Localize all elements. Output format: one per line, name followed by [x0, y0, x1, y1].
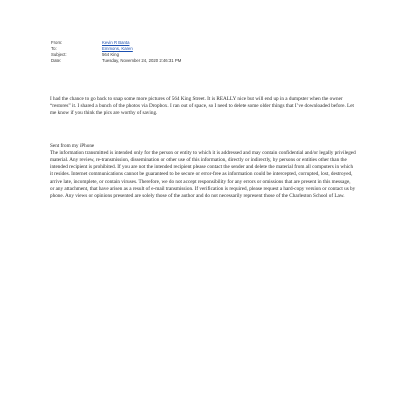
- email-header: [51, 40, 181, 64]
- date-value: Tuesday, November 24, 2020 2:46:31 PM: [102, 58, 182, 64]
- to-label: To:: [51, 46, 57, 52]
- message-text: I had the chance to go back to snap some more pictures of 564 King Street. It is REALLY nice but will end up in a dumpster when the owner “restores” it. I shared a bunch of the photos via Dropbox. I ran out of space, so I need to delete some older things that I’ve downloaded before. Let me know if you think the pics are worthy of saving.: [50, 96, 354, 117]
- subject-label: Subject:: [51, 52, 67, 58]
- date-row: [51, 58, 181, 64]
- signature-text: Sent from my iPhone: [50, 143, 95, 149]
- to-recipient-link[interactable]: Emmons, Karen: [102, 46, 133, 52]
- disclaimer-text: The information transmitted is intended only for the person or entity to which it is addressed and may contain confidential and/or legally privileged material. Any review, re-transmission, dissemination or other use of this information, directly or indirectly, by persons or entities other than the intended recipient is prohibited. If you are not the intended recipient please contact the sender and delete the material from all computers in which it resides. Internet communications cannot be guaranteed to be secure or error-free as information could be intercepted, corrupted, lost, destroyed, arrive late, incomplete, or contain viruses. Therefore, we do not accept responsibility for any errors or omissions that are present in this message, or any attachment, that have arisen as a result of e-mail transmission. If verification is required, please request a hard-copy version or contact us by phone. Any views or opinions presented are solely those of the author and do not necessarily represent those of the Charleston School of Law.: [50, 150, 356, 199]
- from-label: From:: [51, 40, 63, 45]
- confidentiality-disclaimer: [50, 150, 356, 200]
- subject-value: 564 King: [102, 52, 119, 58]
- message-body: [50, 96, 356, 117]
- from-sender-link[interactable]: Kevin R Banta: [102, 40, 130, 45]
- date-label: Date:: [51, 58, 62, 64]
